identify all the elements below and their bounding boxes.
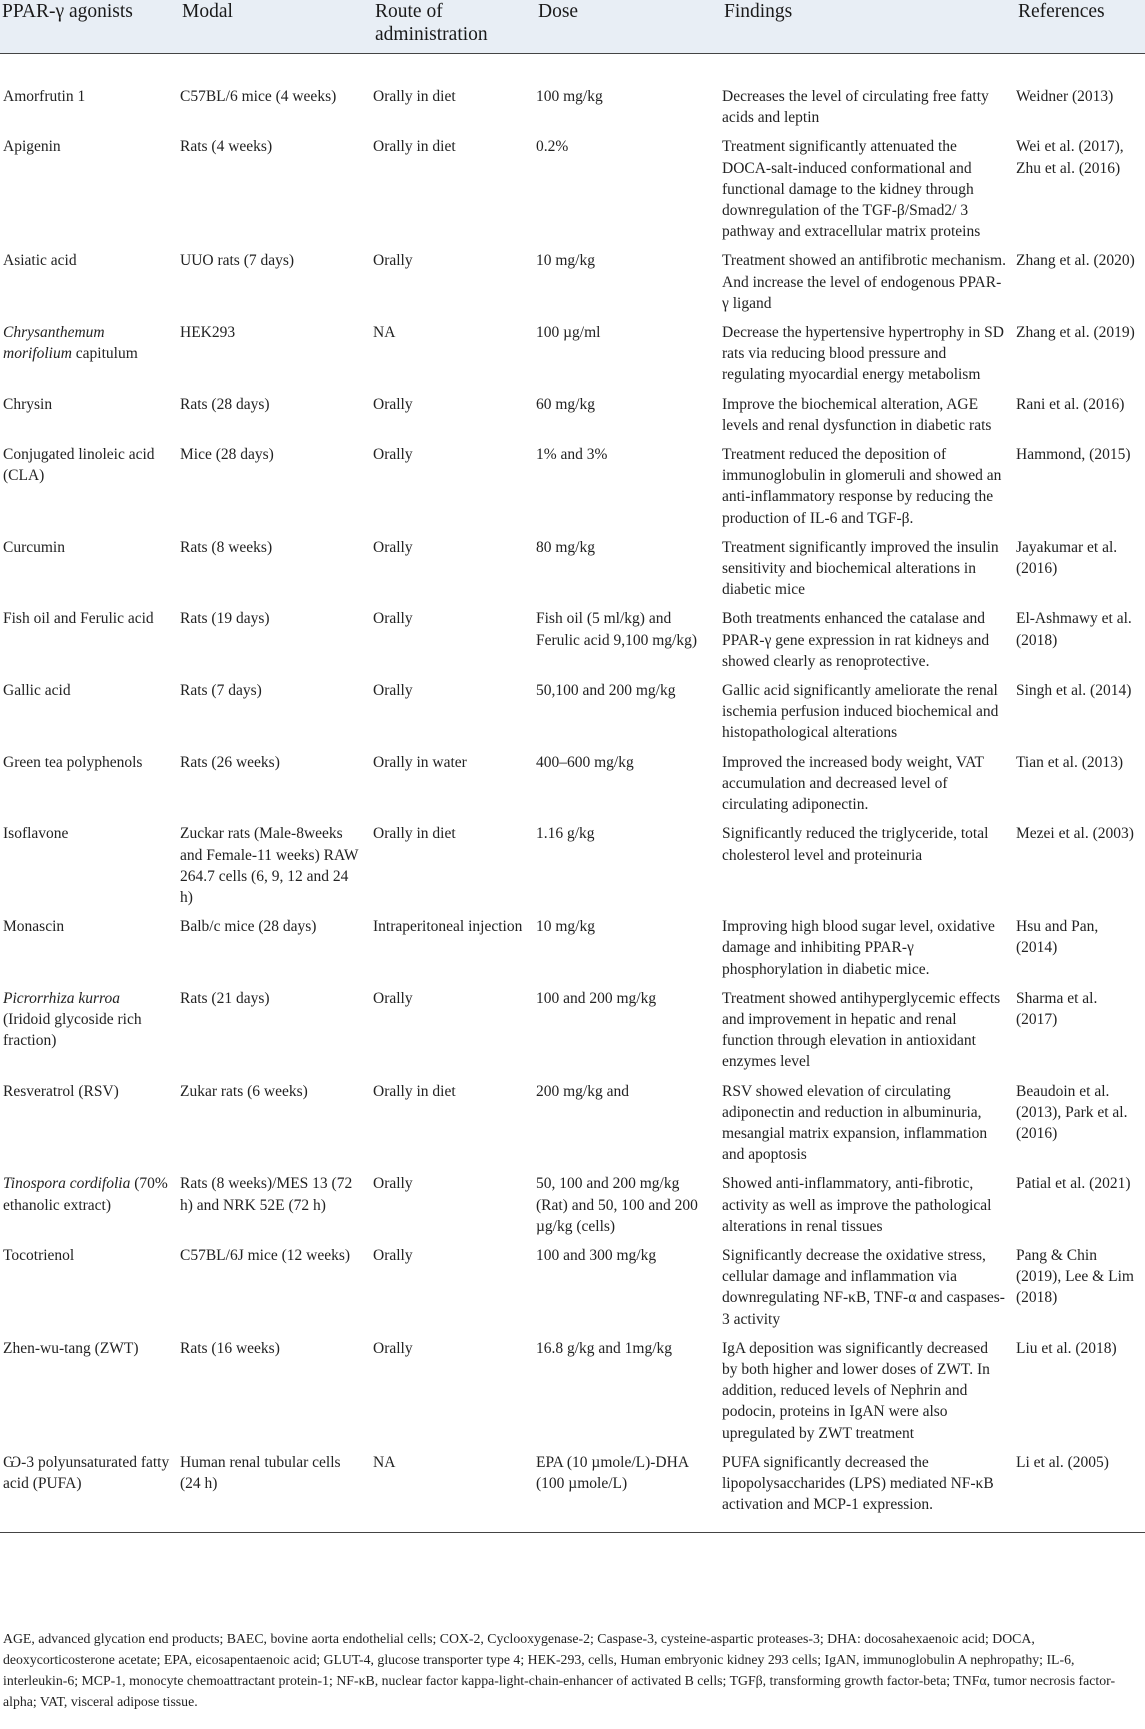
cell-modal: C57BL/6 mice (4 weeks) [180,88,337,105]
cell-modal: Rats (8 weeks)/MES 13 (72 h) and NRK 52E (72 h) [180,1175,353,1214]
cell-modal: Mice (28 days) [180,446,274,464]
cell-modal: Rats (26 weeks) [180,753,280,771]
header-row [0,0,1145,54]
table-header [0,0,1145,54]
cell-references: Li et al. (2005) [1016,1452,1145,1533]
cell-dose: 50, 100 and 200 mg/kg (Rat) and 50, 100 and 200 µg/kg (cells) [536,1175,698,1235]
cell-agonist: Fish oil and Ferulic acid [3,610,154,628]
cell-dose: 0.2% [536,138,569,156]
cell-modal: Rats (16 weeks) [180,1339,280,1357]
table-body [0,54,1145,1533]
table-row [0,680,1145,752]
cell-route: Orally in diet [373,1082,456,1100]
cell-dose: EPA (10 µmole/L)-DHA (100 µmole/L) [536,1452,722,1533]
cell-dose: 1.16 g/kg [536,825,595,843]
cell-agonist: Chrysin [3,395,53,413]
cell-references: Tian et al. (2013) [1016,753,1124,771]
cell-agonist: Isoflavone [3,825,69,843]
header-modal: Modal [180,0,373,54]
cell-dose: 100 µg/ml [536,324,601,342]
cell-findings: Treatment significantly improved the insulin sensitivity and biochemical alterations in diabetic mice [722,538,999,599]
cell-modal: UUO rats (7 days) [180,252,295,270]
cell-references: Pang & Chin (2019), Lee & Lim (2018) [1016,1246,1134,1307]
table-footnote: AGE, advanced glycation end products; BAEC, bovine aorta endothelial cells; COX-2, Cyclooxygenase-2; Caspase-3, cysteine-aspartic proteases-3; DHA: docosahexaenoic acid; DOCA, deoxycorticosterone acetate; EPA, eicosapentaenoic acid; GLUT-4, glucose transporter type 4; HEK-293, cells, Human embryonic kidney 293 cells; IgAN, immunoglobulin A nephropathy; IL-6, interleukin-6; MCP-1, monocyte chemoattractant protein-1; NF-κB, nuclear factor kappa-light-chain-enhancer of activated B cells; TGFβ, transforming growth factor-beta; TNFα, tumor necrosis factor-alpha; VAT, visceral adipose tissue. [3,1631,1116,1709]
table-row [0,752,1145,824]
cell-references: Hammond, (2015) [1016,446,1131,464]
cell-route: Orally [373,446,413,464]
table-row [0,1452,1145,1533]
table-row [0,916,1145,988]
cell-findings: Showed anti-inflammatory, anti-fibrotic, activity as well as improve the pathological alterations in renal tissues [722,1175,992,1235]
cell-references: Hsu and Pan, (2014) [1016,918,1099,957]
cell-modal: Zuckar rats (Male-8weeks and Female-11 weeks) RAW 264.7 cells (6, 9, 12 and 24 h) [180,825,359,906]
species-name-italic: Picrorrhiza kurroa [3,989,120,1007]
cell-modal: Rats (8 weeks) [180,538,273,556]
cell-route: Orally in diet [373,825,456,843]
cell-dose: 200 mg/kg and [536,1082,629,1100]
cell-route: Orally [373,1175,413,1193]
header-agonists: PPAR-γ agonists [0,0,180,54]
cell-dose: 50,100 and 200 mg/kg [536,682,676,700]
cell-route: Orally in diet [373,88,456,105]
cell-findings: Treatment reduced the deposition of immunoglobulin in glomeruli and showed an anti-inflammatory response by reducing the production of IL-6 and TGF-β. [722,446,1002,527]
cell-route: Orally [373,538,413,556]
table-row [0,988,1145,1081]
cell-agonist: Gallic acid [3,682,71,700]
cell-modal: HEK293 [180,324,236,342]
table-row [0,537,1145,609]
cell-references: Beaudoin et al. (2013), Park et al. (2016) [1016,1082,1128,1142]
header-route: Route of administration [373,0,536,54]
cell-agonist: Apigenin [3,138,61,156]
cell-references: Weidner (2013) [1016,88,1114,105]
cell-route: Orally [373,610,413,628]
cell-findings: Treatment significantly attenuated the DOCA-salt-induced conformational and functional damage to the kidney through downregulation of the TGF-β/Smad2/ 3 pathway and extracellular matrix proteins [722,138,981,241]
cell-agonist: Asiatic acid [3,252,77,270]
table-row [0,1081,1145,1174]
cell-agonist [0,1173,180,1245]
cell-modal: Human renal tubular cells (24 h) [180,1452,373,1533]
cell-dose: 10 mg/kg [536,252,595,270]
cell-agonist [0,322,180,394]
cell-route: Orally [373,252,413,270]
cell-modal: Rats (19 days) [180,610,270,628]
cell-findings: Both treatments enhanced the catalase and PPAR-γ gene expression in rat kidneys and showed clearly as renoprotective. [722,610,990,670]
cell-agonist: Ѡ-3 polyunsaturated fatty acid (PUFA) [0,1452,180,1533]
cell-dose: 16.8 g/kg and 1mg/kg [536,1339,673,1357]
cell-references: El-Ashmawy et al. (2018) [1016,610,1132,649]
cell-findings: Treatment showed antihyperglycemic effects and improvement in hepatic and renal function through elevation in antioxidant enzymes level [722,989,1001,1071]
cell-route: Orally [373,1339,413,1357]
cell-references: Rani et al. (2016) [1016,395,1125,413]
table-row [0,1338,1145,1452]
cell-modal: Rats (21 days) [180,989,270,1007]
table-row [0,136,1145,250]
header-dose: Dose [536,0,722,54]
cell-dose: 100 mg/kg [536,88,603,105]
cell-findings: Treatment showed an antifibrotic mechanism. And increase the level of endogenous PPAR-γ ligand [722,252,1006,312]
cell-agonist: Tocotrienol [3,1246,75,1264]
species-name-suffix: (Iridoid glycoside rich fraction) [3,1010,142,1050]
cell-route: Orally in diet [373,138,456,156]
cell-findings: Significantly decrease the oxidative stress, cellular damage and inflammation via downregulating NF-κB, TNF-α and caspases-3 activity [722,1246,1005,1328]
cell-findings: IgA deposition was significantly decreased by both higher and lower doses of ZWT. In addition, reduced levels of Nephrin and podocin, proteins in IgAN were also upregulated by ZWT treatment [722,1339,990,1442]
cell-dose: 400–600 mg/kg [536,753,634,771]
cell-agonist: Conjugated linoleic acid (CLA) [3,446,155,485]
cell-findings: Improve the biochemical alteration, AGE levels and renal dysfunction in diabetic rats [722,395,992,434]
cell-references: Singh et al. (2014) [1016,682,1132,700]
cell-agonist: Resveratrol (RSV) [3,1082,119,1100]
table-row [0,1173,1145,1245]
cell-agonist: Curcumin [3,538,65,556]
cell-findings: PUFA significantly decreased the lipopolysaccharides (LPS) mediated NF-κB activation and MCP-1 expression. [722,1452,1016,1533]
cell-route: NA [373,324,396,342]
table-row [0,608,1145,680]
cell-findings: Improved the increased body weight, VAT accumulation and decreased level of circulating adiponectin. [722,753,984,814]
cell-agonist: Amorfrutin 1 [3,88,86,105]
cell-findings: Decrease the hypertensive hypertrophy in SD rats via reducing blood pressure and regulating myocardial energy metabolism [722,324,1004,384]
cell-dose: 100 and 300 mg/kg [536,1246,657,1264]
header-findings: Findings [722,0,1016,54]
cell-references: Sharma et al. (2017) [1016,989,1098,1028]
cell-findings: Gallic acid significantly ameliorate the renal ischemia perfusion induced biochemical and histopathological alterations [722,682,999,742]
table-row [0,1245,1145,1338]
cell-modal: Balb/c mice (28 days) [180,918,317,936]
cell-dose: 80 mg/kg [536,538,595,556]
species-name-italic: Chrysanthemum morifolium [3,324,105,363]
species-name-suffix: (70% ethanolic extract) [3,1175,168,1214]
cell-references: Liu et al. (2018) [1016,1339,1117,1357]
species-name-suffix: capitulum [71,345,138,363]
table-row [0,322,1145,394]
cell-dose: 60 mg/kg [536,395,595,413]
cell-findings: Significantly reduced the triglyceride, total cholesterol level and proteinuria [722,825,989,864]
cell-route: Intraperitoneal injection [373,918,523,936]
cell-references: Zhang et al. (2019) [1016,324,1135,342]
table-row [0,823,1145,916]
cell-references: Jayakumar et al. (2016) [1016,538,1118,578]
cell-dose: 1% and 3% [536,446,608,464]
cell-dose: Fish oil (5 ml/kg) and Ferulic acid 9,100 mg/kg) [536,610,697,649]
header-references: References [1016,0,1145,54]
cell-findings: Decreases the level of circulating free fatty acids and leptin [722,88,989,127]
table-row [0,394,1145,444]
cell-route: Orally [373,682,413,700]
cell-references: Zhang et al. (2020) [1016,252,1135,270]
cell-findings: RSV showed elevation of circulating adiponectin and reduction in albuminuria, mesangial matrix expansion, inflammation and apoptosis [722,1082,988,1164]
species-name-italic: Tinospora cordifolia [3,1175,131,1193]
table-row [0,444,1145,537]
cell-modal: Rats (7 days) [180,682,262,700]
cell-findings: Improving high blood sugar level, oxidative damage and inhibiting PPAR-γ phosphorylation in diabetic mice. [722,918,995,978]
cell-dose: 100 and 200 mg/kg [536,989,657,1007]
cell-modal: Zukar rats (6 weeks) [180,1082,308,1100]
cell-agonist: Green tea polyphenols [3,753,143,771]
cell-modal: Rats (28 days) [180,395,270,413]
cell-dose: 10 mg/kg [536,918,595,936]
cell-references: Patial et al. (2021) [1016,1175,1131,1193]
cell-route: Orally [373,395,413,413]
cell-modal: Rats (4 weeks) [180,138,273,156]
table-row [0,250,1145,322]
cell-route: Orally [373,1246,413,1264]
cell-route: Orally [373,989,413,1007]
cell-agonist: Zhen-wu-tang (ZWT) [3,1339,139,1357]
cell-route: NA [373,1452,536,1533]
table-row [0,54,1145,137]
cell-modal: C57BL/6J mice (12 weeks) [180,1246,351,1264]
cell-route: Orally in water [373,753,467,771]
cell-references: Mezei et al. (2003) [1016,825,1134,843]
cell-agonist [0,988,180,1081]
cell-references: Wei et al. (2017), Zhu et al. (2016) [1016,138,1124,177]
cell-agonist: Monascin [3,918,65,936]
